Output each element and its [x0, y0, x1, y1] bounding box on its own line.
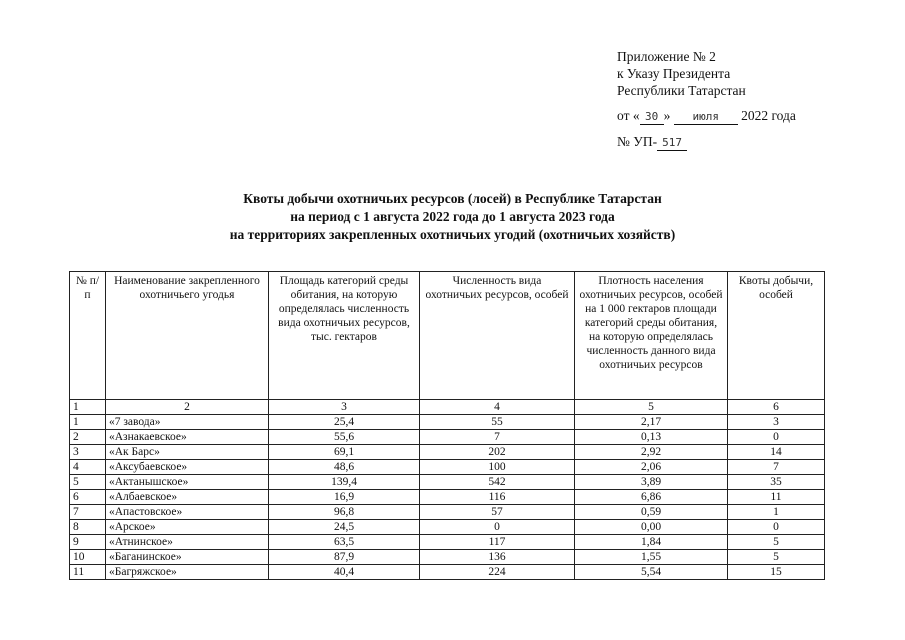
table-row — [70, 520, 825, 535]
cell-quota: 7 — [728, 460, 825, 475]
col-header-population: Численность вида охотничьих ресурсов, особей — [420, 272, 575, 400]
appendix-line: к Указу Президента — [617, 66, 731, 81]
cell-density: 0,13 — [575, 430, 728, 445]
cell-quota: 5 — [728, 550, 825, 565]
cell-area: 55,6 — [269, 430, 420, 445]
table-row — [70, 475, 825, 490]
cell-density: 3,89 — [575, 475, 728, 490]
cell-name: «Азнакаевское» — [106, 430, 269, 445]
cell-density: 1,84 — [575, 535, 728, 550]
col-header-name: Наименование закрепленного охотничьего угодья — [106, 272, 269, 400]
cell-area: 24,5 — [269, 520, 420, 535]
cell-quota: 11 — [728, 490, 825, 505]
cell-area: 87,9 — [269, 550, 420, 565]
cell-number: 6 — [70, 490, 106, 505]
column-number-row: 1 2 3 4 5 6 — [70, 400, 825, 415]
cell-population: 0 — [420, 520, 575, 535]
cell-quota: 3 — [728, 415, 825, 430]
cell-area: 63,5 — [269, 535, 420, 550]
cell-density: 6,86 — [575, 490, 728, 505]
cell-area: 48,6 — [269, 460, 420, 475]
col-header-quota: Квоты добычи, особей — [728, 272, 825, 400]
cell-population: 117 — [420, 535, 575, 550]
cell-number: 10 — [70, 550, 106, 565]
cell-name: «Актанышское» — [106, 475, 269, 490]
table-header-row — [70, 272, 825, 400]
cell-population: 7 — [420, 430, 575, 445]
table-row — [70, 490, 825, 505]
cell-density: 1,55 — [575, 550, 728, 565]
cell-density: 2,92 — [575, 445, 728, 460]
cell-name: «Апастовское» — [106, 505, 269, 520]
cell-population: 55 — [420, 415, 575, 430]
table-row — [70, 415, 825, 430]
cell-quota: 1 — [728, 505, 825, 520]
cell-population: 116 — [420, 490, 575, 505]
appendix-line: Республики Татарстан — [617, 83, 746, 98]
table-row — [70, 460, 825, 475]
cell-density: 5,54 — [575, 565, 728, 580]
table-row — [70, 565, 825, 580]
cell-name: «Атнинское» — [106, 535, 269, 550]
quota-table — [69, 271, 825, 580]
cell-name: «Баганинское» — [106, 550, 269, 565]
cell-number: 8 — [70, 520, 106, 535]
table-row — [70, 505, 825, 520]
cell-number: 7 — [70, 505, 106, 520]
cell-quota: 5 — [728, 535, 825, 550]
cell-population: 136 — [420, 550, 575, 565]
cell-quota: 15 — [728, 565, 825, 580]
cell-number: 5 — [70, 475, 106, 490]
cell-density: 2,17 — [575, 415, 728, 430]
appendix-line: Приложение № 2 — [617, 49, 716, 64]
cell-quota: 35 — [728, 475, 825, 490]
decree-month: июля — [674, 110, 738, 125]
decree-number-value: 517 — [657, 136, 687, 151]
cell-area: 25,4 — [269, 415, 420, 430]
cell-name: «Албаевское» — [106, 490, 269, 505]
cell-number: 2 — [70, 430, 106, 445]
cell-name: «Аксубаевское» — [106, 460, 269, 475]
cell-population: 542 — [420, 475, 575, 490]
cell-population: 224 — [420, 565, 575, 580]
cell-area: 139,4 — [269, 475, 420, 490]
table-row — [70, 430, 825, 445]
cell-density: 0,59 — [575, 505, 728, 520]
cell-name: «Арское» — [106, 520, 269, 535]
cell-population: 202 — [420, 445, 575, 460]
table-row — [70, 550, 825, 565]
cell-quota: 0 — [728, 430, 825, 445]
cell-area: 69,1 — [269, 445, 420, 460]
col-header-area: Площадь категорий среды обитания, на которую определялась численность вида охотничьих ресурсов, тыс. гектаров — [269, 272, 420, 400]
cell-density: 0,00 — [575, 520, 728, 535]
cell-quota: 0 — [728, 520, 825, 535]
cell-area: 40,4 — [269, 565, 420, 580]
cell-name: «7 завода» — [106, 415, 269, 430]
cell-name: «Ак Барс» — [106, 445, 269, 460]
cell-number: 4 — [70, 460, 106, 475]
cell-number: 9 — [70, 535, 106, 550]
decree-number: № УП- 517 — [617, 133, 796, 151]
cell-population: 100 — [420, 460, 575, 475]
cell-name: «Багряжское» — [106, 565, 269, 580]
cell-population: 57 — [420, 505, 575, 520]
col-header-density: Плотность населения охотничьих ресурсов, особей на 1 000 гектаров площади категорий среды обитания, на которую определялась численность данного вида охотничьих ресурсов — [575, 272, 728, 400]
cell-density: 2,06 — [575, 460, 728, 475]
decree-day: 30 — [640, 110, 664, 125]
col-header-number: № п/п — [70, 272, 106, 400]
table-row — [70, 445, 825, 460]
decree-date: от « 30 » июля 2022 года — [617, 108, 796, 123]
appendix-block — [617, 48, 796, 151]
cell-area: 96,8 — [269, 505, 420, 520]
document-title: Квоты добычи охотничьих ресурсов (лосей) в Республике Татарстан на период с 1 августа 2022 года до 1 августа 2023 года на территориях закрепленных охотничьих угодий (охотничьих хозяйств) — [229, 191, 676, 242]
cell-number: 3 — [70, 445, 106, 460]
cell-number: 11 — [70, 565, 106, 580]
cell-area: 16,9 — [269, 490, 420, 505]
table-row — [70, 535, 825, 550]
cell-quota: 14 — [728, 445, 825, 460]
cell-number: 1 — [70, 415, 106, 430]
